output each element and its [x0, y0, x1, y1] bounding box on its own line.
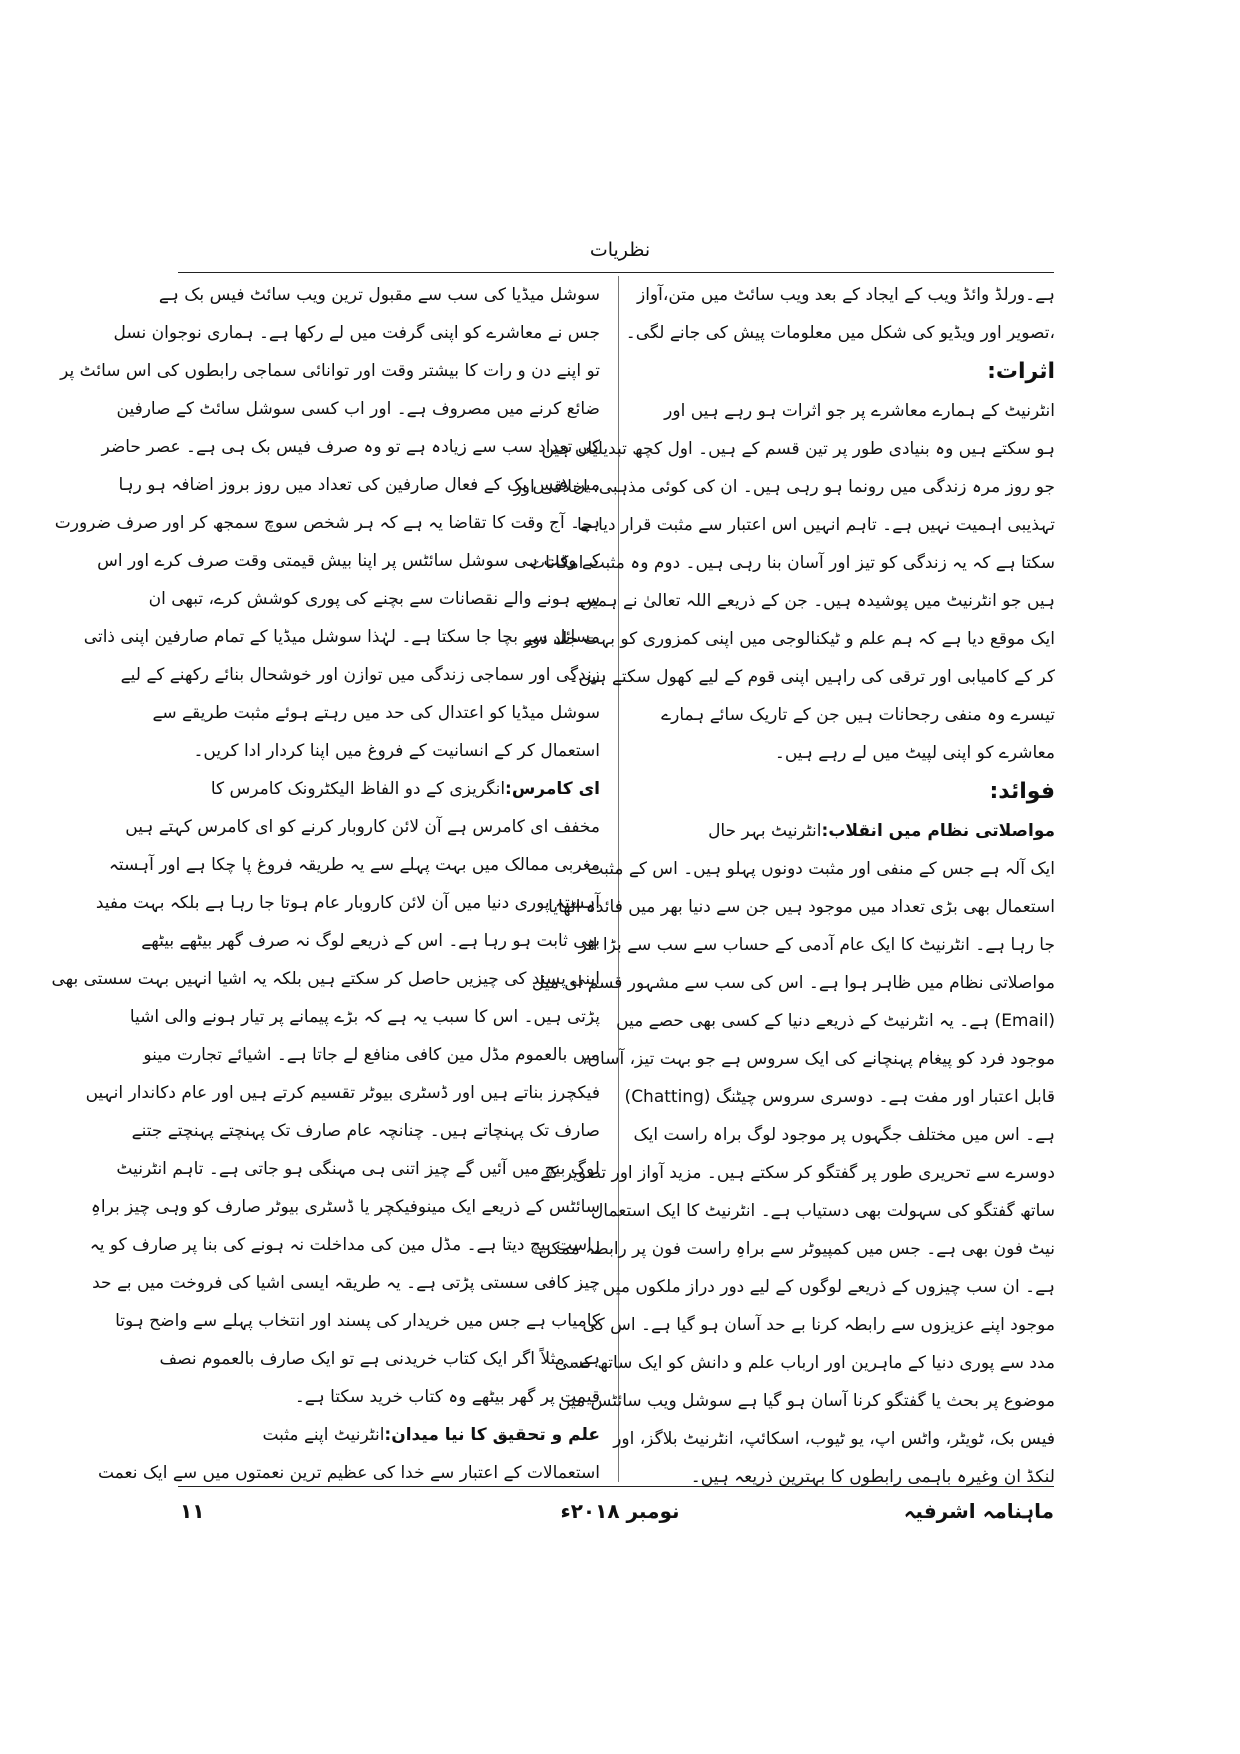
- text-line: مسائل سے بچا جا سکتا ہے۔ لہٰذا سوشل میڈیا کے تمام صارفین اپنی ذاتی: [83, 627, 600, 647]
- text-line: ہے۔ آج وقت کا تقاضا یہ ہے کہ ہر شخص سوچ سمجھ کر اور صرف ضرورت: [54, 513, 600, 533]
- text-line: استعمال بھی بڑی تعداد میں موجود ہیں جن سے دنیا بھر میں فائدہ اٹھایا: [548, 897, 1055, 917]
- subhead-continuation: انٹرنیٹ اپنے مثبت: [262, 1425, 385, 1445]
- text-line: تو اپنے دن و رات کا بیشتر وقت اور توانائی سماجی رابطوں کی اس سائٹ پر: [60, 361, 600, 381]
- text-line: قیمت پر گھر بیٹھے وہ کتاب خرید سکتا ہے۔: [294, 1387, 600, 1407]
- text-line: مواصلاتی نظام میں ظاہر ہوا ہے۔ اس کی سب سے مشہور قسم ای میل: [531, 973, 1055, 993]
- text-line: میں بالعموم مڈل مین کافی منافع لے جاتا ہے۔ اشیائے تجارت مینو: [143, 1045, 600, 1065]
- text-line: انٹرنیٹ کے ہمارے معاشرے پر جو اثرات ہو رہے ہیں اور: [664, 401, 1055, 421]
- text-line: سائٹس کے ذریعے ایک مینوفیکچر یا ڈسٹری بیوٹر صارف کو وہی چیز براہِ: [90, 1197, 600, 1217]
- text-line: فیکچرز بناتے ہیں اور ڈسٹری بیوٹر تقسیم کرتے ہیں اور عام دکاندار انہیں: [85, 1083, 600, 1103]
- header-rule: [178, 272, 1054, 273]
- text-line: ہے۔ مثلاً اگر ایک کتاب خریدنی ہے تو ایک صارف بالعموم نصف: [159, 1349, 600, 1369]
- text-line: تہذیبی اہمیت نہیں ہے۔ تاہم انہیں اس اعتبار سے مثبت قرار دیا جا: [576, 515, 1055, 535]
- text-line: پڑتی ہیں۔ اس کا سبب یہ ہے کہ بڑے پیمانے پر تیار ہونے والی اشیا: [129, 1007, 600, 1027]
- section-heading: اثرات:: [987, 359, 1055, 384]
- text-line: آہستہ پوری دنیا میں آن لائن کاروبار عام ہوتا جا رہا ہے بلکہ بہت مفید: [95, 893, 600, 913]
- text-line: جا رہا ہے۔ انٹرنیٹ کا ایک عام آدمی کے حساب سے سب سے بڑا اثر: [578, 935, 1055, 955]
- text-line: لنکڈ ان وغیرہ باہمی رابطوں کا بہترین ذریعہ ہیں۔: [690, 1467, 1055, 1487]
- text-line: صارف تک پہنچاتے ہیں۔ چنانچہ عام صارف تک پہنچتے پہنچتے جتنے: [131, 1121, 600, 1141]
- text-line: استعمال کر کے انسانیت کے فروغ میں اپنا کردار ادا کریں۔: [193, 741, 600, 761]
- text-line: ہو سکتے ہیں وہ بنیادی طور پر تین قسم کے ہیں۔ اول کچھ تبدیلیاں ہیں: [541, 439, 1055, 459]
- text-line: معاشرے کو اپنی لپیٹ میں لے رہے ہیں۔: [774, 743, 1055, 763]
- left-column: [51, 276, 600, 1483]
- subhead: ای کامرس:: [505, 779, 600, 799]
- text-line: لوگ بیچ میں آئیں گے چیز اتنی ہی مہنگی ہو جاتی ہے۔ تاہم انٹرنیٹ: [116, 1159, 600, 1179]
- text-line: [180, 1416, 600, 1454]
- text-line: ہے۔ ان سب چیزوں کے ذریعے لوگوں کے لیے دور دراز ملکوں میں: [602, 1277, 1055, 1297]
- text-line: [180, 770, 600, 808]
- text-line: ہے۔ورلڈ وائڈ ویب کے ایجاد کے بعد ویب سائٹ میں متن،آواز: [637, 285, 1055, 305]
- text-line: مدد سے پوری دنیا کے ماہرین اور ارباب علم و دانش کو ایک ساتھ کسی: [554, 1353, 1055, 1373]
- text-line: موضوع پر بحث یا گفتگو کرنا آسان ہو گیا ہے سوشل ویب سائٹس میں: [558, 1391, 1055, 1411]
- text-line: جس نے معاشرے کو اپنی گرفت میں لے رکھا ہے۔ ہماری نوجوان نسل: [113, 323, 600, 343]
- text-line: ہے۔ اس میں مختلف جگہوں پر موجود لوگ براہ راست ایک: [633, 1125, 1055, 1145]
- text-line: ایک موقع دیا ہے کہ ہم علم و ٹیکنالوجی میں اپنی کمزوری کو بہت جلد دور: [523, 629, 1055, 649]
- section-heading: فوائد:: [989, 779, 1055, 804]
- text-line: مغربی ممالک میں بہت پہلے سے یہ طریقہ فروغ پا چکا ہے اور آہستہ: [108, 855, 600, 875]
- page-number: ۱۱: [180, 1499, 205, 1523]
- text-line: کر کے کامیابی اور ترقی کی راہیں اپنی قوم کے لیے کھول سکتے ہیں۔: [568, 667, 1055, 687]
- text-line: زندگی اور سماجی زندگی میں توازن اور خوشحال بنائے رکھنے کے لیے: [120, 665, 600, 685]
- text-line: کامیاب ہے جس میں خریدار کی پسند اور انتخاب پہلے سے واضح ہوتا: [115, 1311, 600, 1331]
- text-line: ہیں جو انٹرنیٹ میں پوشیدہ ہیں۔ جن کے ذریعے اللہ تعالیٰ نے ہمیں: [579, 591, 1055, 611]
- text-line: سوشل میڈیا کی سب سے مقبول ترین ویب سائٹ فیس بک ہے: [158, 285, 600, 305]
- text-line: سکتا ہے کہ یہ زندگی کو تیز اور آسان بنا رہی ہیں۔ دوم وہ مثبت امکانات: [529, 553, 1055, 573]
- text-line: ،تصویر اور ویڈیو کی شکل میں معلومات پیش کی جانے لگی۔: [625, 323, 1055, 343]
- subhead-continuation: انگریزی کے دو الفاظ الیکٹرونک کامرس کا: [210, 779, 506, 799]
- text-line: نیٹ فون بھی ہے۔ جس میں کمپیوٹر سے براہِ راست فون پر رابطہ ممکن: [538, 1239, 1055, 1259]
- text-line: میں فیس بک کے فعال صارفین کی تعداد میں روز بروز اضافہ ہو رہا: [118, 475, 600, 495]
- text-line: قابل اعتبار اور مفت ہے۔ دوسری سروس چیٹنگ (Chatting): [624, 1087, 1055, 1107]
- footer-magazine-name: ماہنامہ اشرفیہ: [903, 1499, 1054, 1523]
- footer-issue-date: نومبر ۲۰۱۸ء: [560, 1499, 680, 1523]
- text-line: اپنی پسند کی چیزیں حاصل کر سکتے ہیں بلکہ یہ اشیا انہیں بہت سستی بھی: [51, 969, 600, 989]
- text-line: موجود فرد کو پیغام پہنچانے کی ایک سروس ہے جو بہت تیز، آسان،: [582, 1049, 1055, 1069]
- text-line: (Email) ہے۔ یہ انٹرنیٹ کے ذریعے دنیا کے کسی بھی حصے میں: [616, 1011, 1055, 1031]
- text-line: سے ہونے والے نقصانات سے بچنے کی پوری کوشش کرے، تبھی ان: [148, 589, 600, 609]
- text-line: استعمالات کے اعتبار سے خدا کی عظیم ترین نعمتوں میں سے ایک نعمت: [97, 1463, 600, 1483]
- running-head: نظریات: [589, 239, 651, 261]
- text-line: موجود اپنے عزیزوں سے رابطہ کرنا بے حد آسان ہو گیا ہے۔ اس کی: [582, 1315, 1055, 1335]
- text-line: [635, 812, 1055, 850]
- text-line: بھی ثابت ہو رہا ہے۔ اس کے ذریعے لوگ نہ صرف گھر بیٹھے بیٹھے: [141, 931, 600, 951]
- text-line: چیز کافی سستی پڑتی ہے۔ یہ طریقہ ایسی اشیا کی فروخت میں بے حد: [92, 1273, 600, 1293]
- text-line: جو روز مرہ زندگی میں رونما ہو رہی ہیں۔ ان کی کوئی مذہبی، اخلاقی اور: [513, 477, 1055, 497]
- text-line: سوشل میڈیا کو اعتدال کی حد میں رہتے ہوئے مثبت طریقے سے: [152, 703, 600, 723]
- subhead: علم و تحقیق کا نیا میدان:: [384, 1425, 600, 1445]
- text-line: دوسرے سے تحریری طور پر گفتگو کر سکتے ہیں۔ مزید آواز اور تصویر کے: [540, 1163, 1055, 1183]
- text-line: مخفف ای کامرس ہے آن لائن کاروبار کرنے کو ای کامرس کہتے ہیں: [125, 817, 600, 837]
- text-line: راست بیچ دیتا ہے۔ مڈل مین کی مداخلت نہ ہونے کی بنا پر صارف کو یہ: [89, 1235, 600, 1255]
- subhead-continuation: انٹرنیٹ بہر حال: [708, 821, 822, 841]
- text-line: ساتھ گفتگو کی سہولت بھی دستیاب ہے۔ انٹرنیٹ کا ایک استعمال: [590, 1201, 1055, 1221]
- text-line: ضائع کرنے میں مصروف ہے۔ اور اب کسی سوشل سائٹ کے صارفین: [116, 399, 600, 419]
- text-line: فیس بک، ٹویٹر، واٹس اپ، یو ٹیوب، اسکائپ، انٹرنیٹ بلاگز، اور: [613, 1429, 1055, 1449]
- text-line: ایک آلہ ہے جس کے منفی اور مثبت دونوں پہلو ہیں۔ اس کے مثبت: [587, 859, 1055, 879]
- text-line: تیسرے وہ منفی رجحانات ہیں جن کے تاریک سائے ہمارے: [661, 705, 1055, 725]
- text-line: کے وقت ہی سوشل سائٹس پر اپنا بیش قیمتی وقت صرف کرے اور اس: [97, 551, 600, 571]
- footer-rule: [178, 1486, 1054, 1487]
- text-line: کی تعداد سب سے زیادہ ہے تو وہ صرف فیس بک ہی ہے۔ عصر حاضر: [101, 437, 600, 457]
- subhead: مواصلاتی نظام میں انقلاب:: [821, 821, 1055, 841]
